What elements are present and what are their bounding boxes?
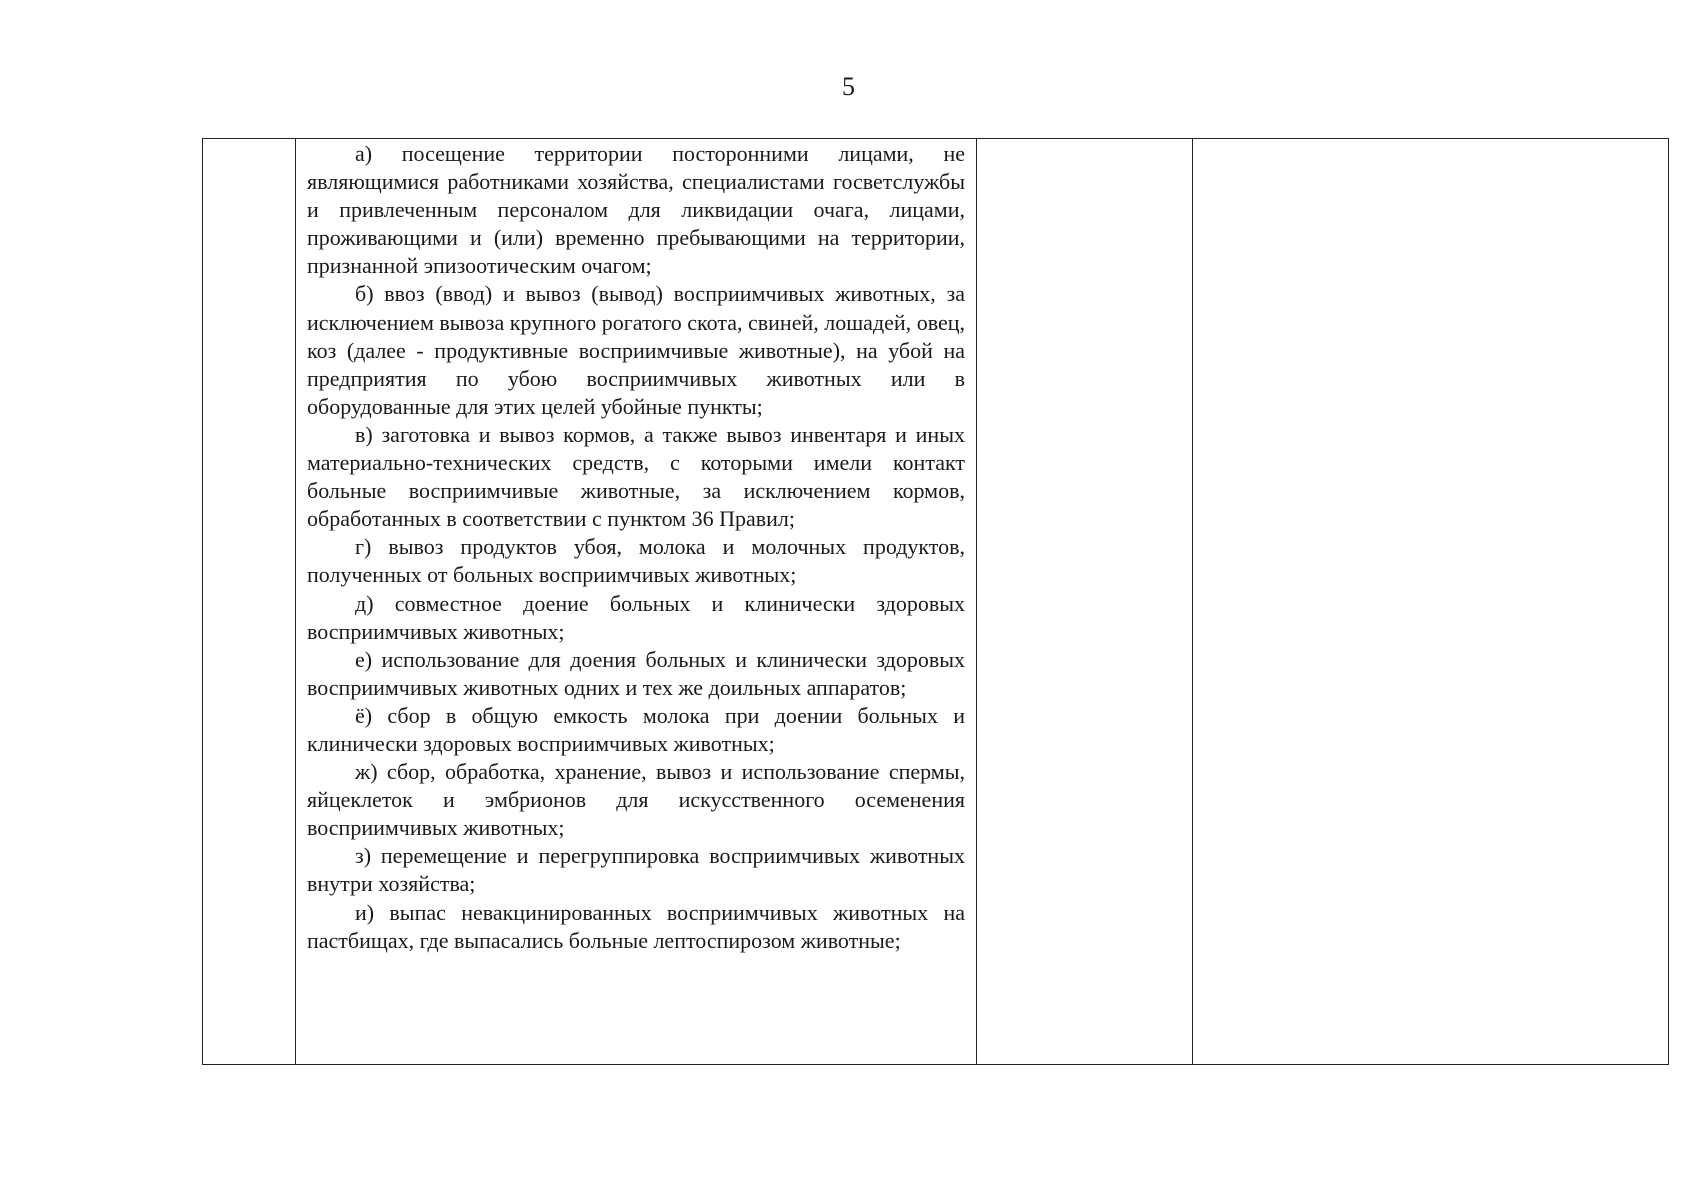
table-cell-deadline: [977, 139, 1193, 1065]
list-item: е) использование для доения больных и клинически здоровых восприимчивых животных одних и тех же доильных аппаратов;: [307, 646, 965, 700]
list-item: д) совместное доение больных и клинически здоровых восприимчивых животных;: [307, 590, 965, 644]
page-number: 5: [842, 72, 855, 101]
list-item: з) перемещение и перегруппировка восприимчивых животных внутри хозяйства;: [307, 843, 965, 897]
table-cell-number: [203, 139, 296, 1065]
table-cell-responsible: [1193, 139, 1669, 1065]
list-item: ж) сбор, обработка, хранение, вывоз и использование спермы, яйцеклеток и эмбрионов для искусственного осеменения восприимчивых животных;: [307, 759, 965, 841]
list-item: и) выпас невакцинированных восприимчивых животных на пастбищах, где выпасались больные лептоспирозом животные;: [307, 899, 965, 953]
list-item: г) вывоз продуктов убоя, молока и молочных продуктов, полученных от больных восприимчивых животных;: [307, 534, 965, 588]
table-cell-measures: [296, 139, 977, 1065]
regulation-table: [202, 138, 1669, 1065]
list-item: б) ввоз (ввод) и вывоз (вывод) восприимчивых животных, за исключением вывоза крупного рогатого скота, свиней, лошадей, овец, коз (далее - продуктивные восприимчивые животные), на убой на предприятия по убою восприимчивых животных или в оборудованные для этих целей убойные пункты;: [307, 281, 965, 419]
list-item: в) заготовка и вывоз кормов, а также вывоз инвентаря и иных материально-технических средств, с которыми имели контакт больные восприимчивые животные, за исключением кормов, обработанных в соответствии с пунктом 36 Правил;: [307, 421, 965, 532]
list-item: а) посещение территории посторонними лицами, не являющимися работниками хозяйства, специалистами госветслужбы и привлеченным персоналом для ликвидации очага, лицами, проживающими и (или) временно пребывающими на территории, признанной эпизоотическим очагом;: [307, 141, 965, 279]
table-row: [203, 139, 1669, 1065]
list-item: ё) сбор в общую емкость молока при доении больных и клинически здоровых восприимчивых животных;: [307, 702, 965, 756]
